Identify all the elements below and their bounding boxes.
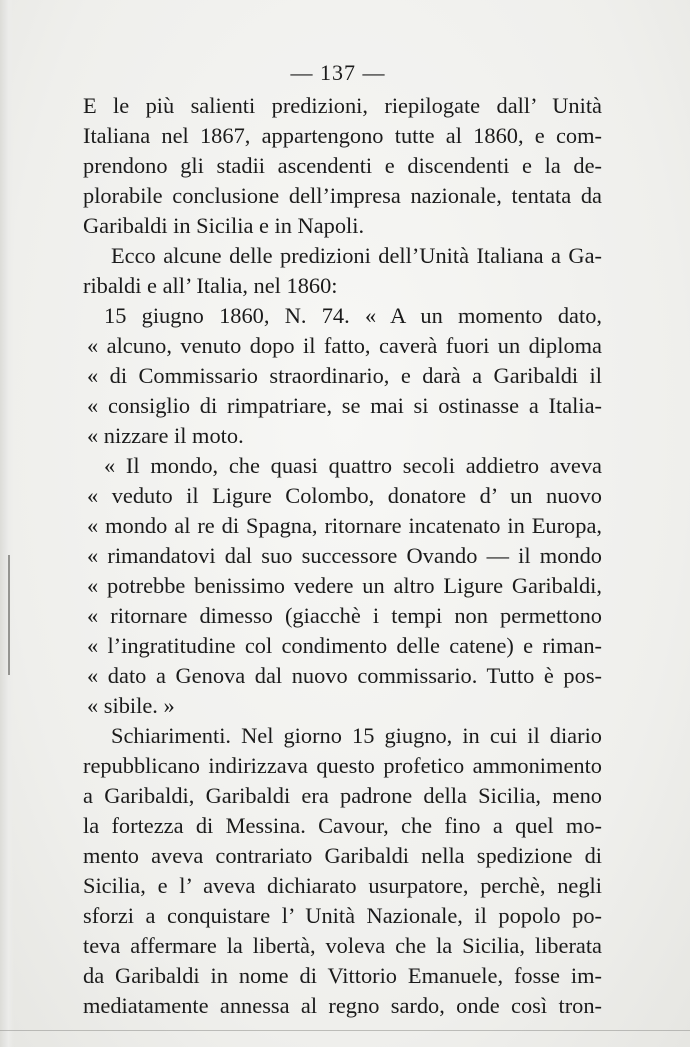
text-line: « consiglio di rimpatriare, se mai si ostinasse a Italia-: [87, 393, 602, 418]
text-line: E le più salienti predizioni, riepilogate dall’ Unità: [83, 93, 602, 118]
text-line: « Il mondo, che quasi quattro secoli addietro aveva: [104, 453, 602, 478]
text-line: teva affermare la libertà, voleva che la Sicilia, liberata: [83, 933, 602, 958]
text-line: « ritornare dimesso (giacchè i tempi non permettono: [87, 603, 602, 628]
text-line: ribaldi e all’ Italia, nel 1860:: [83, 273, 338, 298]
text-line: « dato a Genova dal nuovo commissario. Tutto è pos-: [87, 663, 602, 688]
text-line: mediatamente annessa al regno sardo, onde così tron-: [83, 993, 602, 1018]
text-line: prendono gli stadii ascendenti e discendenti e la de-: [83, 153, 602, 178]
text-line: « l’ingratitudine col condimento delle catene) e riman-: [87, 633, 602, 658]
text-line: « nizzare il moto.: [87, 423, 244, 448]
text-line: « sibile. »: [87, 693, 175, 718]
text-line: « alcuno, venuto dopo il fatto, caverà fuori un diploma: [87, 333, 602, 358]
text-line: « veduto il Ligure Colombo, donatore d’ un nuovo: [87, 483, 602, 508]
page-bottom-edge: [0, 1030, 690, 1031]
text-line: mento aveva contrariato Garibaldi nella spedizione di: [83, 843, 602, 868]
text-line: sforzi a conquistare l’ Unità Nazionale, il popolo po-: [83, 903, 602, 928]
text-line: « potrebbe benissimo vedere un altro Ligure Garibaldi,: [87, 573, 602, 598]
text-line: Garibaldi in Sicilia e in Napoli.: [83, 213, 365, 238]
text-line: « rimandatovi dal suo successore Ovando — il mondo: [87, 543, 602, 568]
text-line: Italiana nel 1867, appartengono tutte al 1860, e com-: [83, 123, 602, 148]
text-line: Sicilia, e l’ aveva dichiarato usurpatore, perchè, negli: [83, 873, 602, 898]
text-line: « mondo al re di Spagna, ritornare incatenato in Europa,: [87, 513, 602, 538]
text-line: Ecco alcune delle predizioni dell’Unità Italiana a Ga-: [111, 243, 602, 268]
text-line: a Garibaldi, Garibaldi era padrone della Sicilia, meno: [83, 783, 602, 808]
text-line: repubblicano indirizzava questo profetico ammonimento: [83, 753, 602, 778]
text-line: plorabile conclusione dell’impresa nazionale, tentata da: [83, 183, 602, 208]
binding-mark: [8, 555, 10, 675]
text-line: 15 giugno 1860, N. 74. « A un momento dato,: [104, 303, 602, 328]
text-line: Schiarimenti. Nel giorno 15 giugno, in cui il diario: [111, 723, 602, 748]
text-line: la fortezza di Messina. Cavour, che fino a quel mo-: [83, 813, 602, 838]
text-line: « di Commissario straordinario, e darà a Garibaldi il: [87, 363, 602, 388]
page-binding-edge: [0, 0, 14, 1047]
page-number: — 137 —: [290, 60, 386, 85]
text-line: da Garibaldi in nome di Vittorio Emanuele, fosse im-: [83, 963, 602, 988]
